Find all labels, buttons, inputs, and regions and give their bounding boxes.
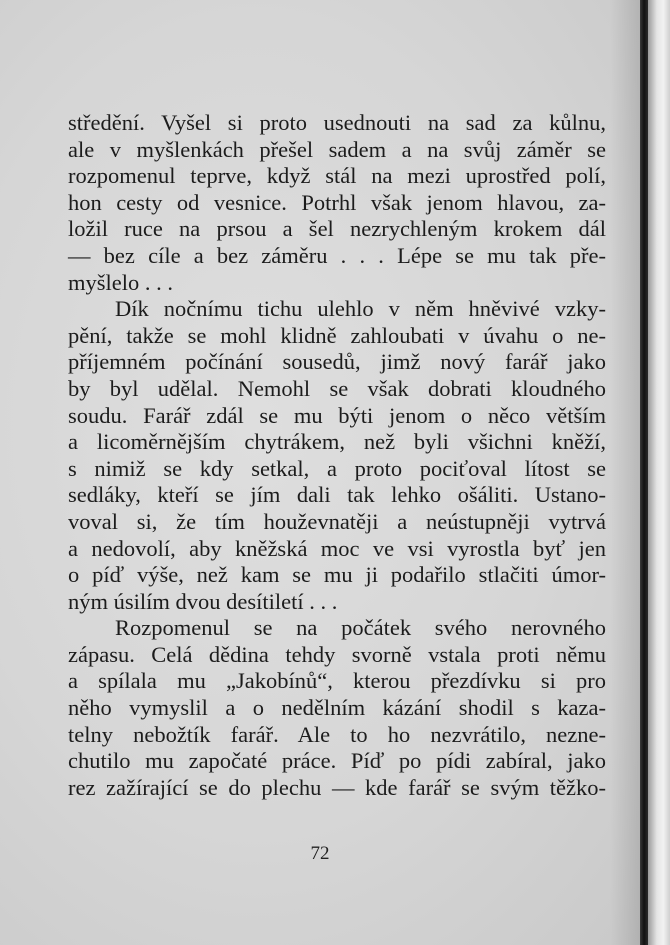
text-line: ným úsilím dvou desítiletí . . . <box>68 588 338 614</box>
text-line: Rozpomenul se na počátek svého nerovného <box>115 615 606 641</box>
text-line: pění, takže se mohl klidně zahloubati v úvahu o ne- <box>68 322 606 348</box>
text-line: voval si, že tím houževnatěji a neústupněji vytrvá <box>68 508 606 534</box>
page-number: 72 <box>310 843 330 864</box>
book-spine-shadow <box>640 0 648 945</box>
paragraph-2 <box>68 296 606 615</box>
paragraph-3 <box>68 615 606 801</box>
text-line: soudu. Farář zdál se mu býti jenom o něco větším <box>68 402 606 428</box>
text-line: zápasu. Celá dědina tehdy svorně vstala proti němu <box>68 641 606 667</box>
body-text <box>68 110 606 801</box>
text-line: příjemném počínání sousedů, jimž nový farář jako <box>68 349 606 375</box>
text-line: chutilo mu započaté práce. Píď po pídi zabíral, jako <box>68 748 606 774</box>
text-line: středění. Vyšel si proto usednouti na sad za kůlnu, <box>68 110 606 135</box>
text-line: a spílala mu „Jakobínů“, kterou přezdívku si pro <box>68 668 606 694</box>
text-line: něho vymyslil a o nedělním kázání shodil s kaza- <box>68 695 606 721</box>
text-line: s nimiž se kdy setkal, a proto pociťoval lítost se <box>68 455 606 481</box>
text-line: telny nebožtík farář. Ale to ho nezvrátilo, nezne- <box>68 721 606 747</box>
paragraph-1 <box>68 110 606 296</box>
text-line: sedláky, kteří se jím dali tak lehko ošáliti. Ustano- <box>68 482 606 508</box>
text-line: — bez cíle a bez záměru . . . Lépe se mu tak pře- <box>68 242 606 268</box>
text-line: Dík nočnímu tichu ulehlo v něm hněvivé vzky- <box>115 296 606 322</box>
text-line: rez zažírající se do plechu — kde farář se svým těžko- <box>68 774 606 800</box>
text-line: o píď výše, než kam se mu ji podařilo stlačiti úmor- <box>68 562 606 588</box>
text-line: ložil ruce na prsou a šel nezrychleným krokem dál <box>68 216 606 242</box>
text-line: hon cesty od vesnice. Potrhl však jenom hlavou, za- <box>68 189 606 215</box>
text-line: ale v myšlenkách přešel sadem a na svůj záměr se <box>68 136 606 162</box>
text-line: rozpomenul teprve, když stál na mezi uprostřed polí, <box>68 163 606 189</box>
text-line: a licoměrnějším chytrákem, než byli všichni kněží, <box>68 429 606 455</box>
text-line: myšlelo . . . <box>68 269 173 295</box>
page-edge <box>648 0 670 945</box>
text-line: by byl udělal. Nemohl se však dobrati kloudného <box>68 375 606 401</box>
text-line: a nedovolí, aby kněžská moc ve vsi vyrostla byť jen <box>68 535 606 561</box>
